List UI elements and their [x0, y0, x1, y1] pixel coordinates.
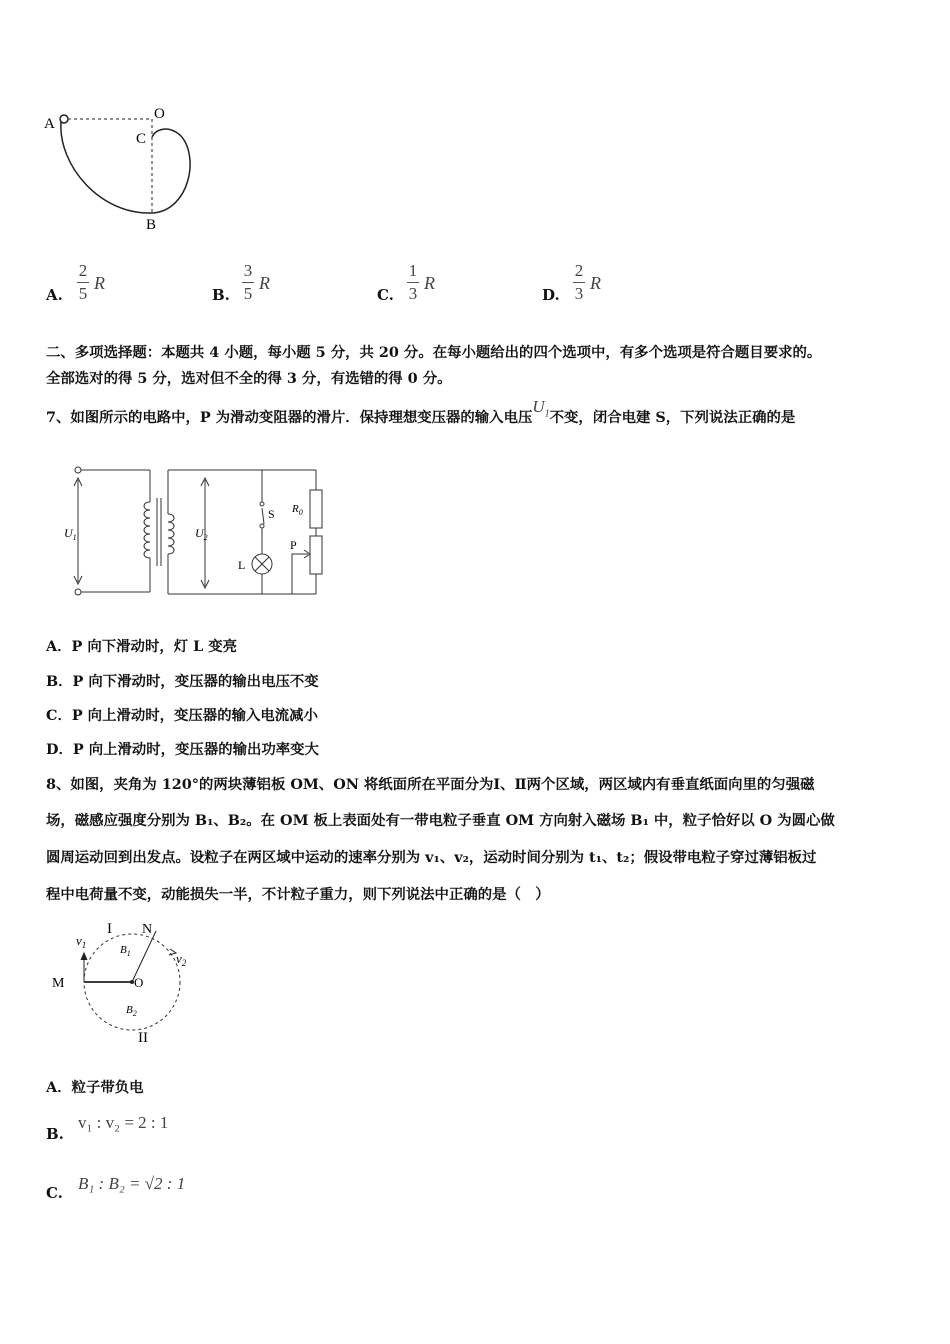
label-b1: [120, 944, 131, 958]
label-m: M: [52, 976, 65, 991]
point-a-circle: [60, 115, 68, 123]
label-n: N: [142, 922, 153, 937]
q6-option-b-var: R: [259, 273, 270, 293]
label-b: B: [146, 217, 157, 233]
u1-main: U: [64, 526, 73, 540]
numerator: 3: [243, 261, 253, 280]
q8-line-2: 场，磁感应强度分别为 B₁、B₂。在 OM 板上表面处有一带电粒子垂直 OM 方向射入磁场 B₁ 中，粒子恰好以 O 为圆心做: [46, 812, 835, 829]
b1-main: B: [120, 944, 127, 956]
label-region-1: I: [107, 921, 112, 937]
v1-arrowhead: [81, 953, 87, 960]
q6-option-c-letter: C.: [377, 286, 394, 304]
section2-line1: 二、多项选择题：本题共 4 小题，每小题 5 分，共 20 分。在每小题给出的四个选项中，有多个选项是符合题目要求的。: [46, 344, 822, 361]
u1-main: U: [532, 397, 545, 416]
denominator: 5: [78, 284, 88, 303]
b2-sub: 2: [132, 1009, 137, 1018]
v1-sub: 1: [81, 940, 87, 950]
label-l: L: [238, 558, 246, 572]
q8-line-3: 圆周运动回到出发点。设粒子在两区域中运动的速率分别为 v₁、v₂，运动时间分别为 t₁、t₂；假设带电粒子穿过薄铝板过: [46, 849, 817, 866]
denominator: 3: [574, 284, 584, 303]
transformer-circuit-figure: [60, 462, 340, 602]
q7-stem: [46, 397, 796, 434]
denominator: 3: [408, 284, 418, 303]
q8-option-c-math: B₁ : B₂ = √2 : 1: [78, 1174, 186, 1193]
label-v2: [176, 951, 187, 968]
q6-option-d-letter: D.: [542, 286, 560, 304]
numerator: 1: [408, 261, 418, 280]
q7-option-c: C．P 向上滑动时，变压器的输入电流减小: [46, 707, 318, 724]
q7-stem-a: 7、如图所示的电路中，P 为滑动变阻器的滑片．保持理想变压器的输入电压: [46, 409, 533, 426]
label-c: C: [136, 131, 147, 147]
v2-main: v: [176, 951, 182, 966]
label-a: A: [44, 116, 55, 132]
numerator: 2: [574, 261, 584, 280]
q8-option-b-letter: B.: [46, 1125, 64, 1143]
q7-option-b: B．P 向下滑动时，变压器的输出电压不变: [46, 673, 319, 690]
switch-s: [262, 508, 264, 524]
u2-sub: 2: [203, 533, 208, 542]
label-v1: [76, 933, 86, 950]
label-region-2: II: [138, 1030, 148, 1046]
label-r0: [291, 503, 303, 517]
q8-option-a: A．粒子带负电: [46, 1079, 144, 1096]
label-s: S: [268, 507, 275, 521]
q6-option-a-var: R: [94, 273, 105, 293]
resistor-r0: [310, 490, 322, 528]
primary-coil: [144, 502, 150, 562]
q6-option-b-fraction: [242, 262, 254, 303]
q6-option-c-fraction: [407, 262, 419, 303]
r0-sub: 0: [298, 508, 303, 517]
primary-terminal-top: [75, 467, 81, 473]
q6-option-a-fraction: [77, 262, 89, 303]
b1-sub: 1: [126, 949, 131, 958]
primary-terminal-bottom: [75, 589, 81, 595]
v1-main: v: [76, 933, 82, 948]
trajectory-curve: [61, 122, 190, 213]
q8-line-1: 8、如图，夹角为 120°的两块薄铝板 OM、ON 将纸面所在平面分为Ⅰ、Ⅱ两个区域，两区域内有垂直纸面向里的匀强磁: [46, 776, 815, 793]
q8-option-b-math: v₁ : v₂ = 2 : 1: [78, 1113, 169, 1132]
v2-sub: 2: [181, 958, 187, 968]
q8-option-c-letter: C.: [46, 1184, 63, 1202]
u1-sub: 1: [544, 408, 550, 420]
label-b2: [126, 1004, 137, 1018]
q8-line-4: 程中电荷量不变，动能损失一半，不计粒子重力，则下列说法中正确的是（ ）: [46, 886, 550, 903]
denominator: 5: [243, 284, 253, 303]
label-o: O: [134, 975, 144, 990]
slider-p-wire: [292, 554, 308, 594]
switch-contact-top: [260, 502, 264, 506]
r0-main: R: [292, 503, 299, 515]
loop-trajectory-figure: [40, 95, 225, 235]
q6-option-c-var: R: [424, 273, 435, 293]
section2-line2: 全部选对的得 5 分，选对但不全的得 3 分，有选错的得 0 分。: [46, 370, 452, 387]
u1-label: [64, 526, 77, 542]
label-o: O: [154, 106, 165, 122]
u2-main: U: [195, 526, 204, 540]
magnetic-field-figure: [46, 915, 206, 1047]
q7-option-d: D．P 向上滑动时，变压器的输出功率变大: [46, 741, 319, 758]
switch-contact-bottom: [260, 524, 264, 528]
q6-option-d-var: R: [590, 273, 601, 293]
q6-option-d-fraction: [573, 262, 585, 303]
q6-option-b-letter: B.: [212, 286, 230, 304]
q7-stem-b: 不变，闭合电建 S，下列说法正确的是: [549, 409, 796, 426]
numerator: 2: [78, 261, 88, 280]
rheostat: [310, 536, 322, 574]
b2-main: B: [126, 1004, 133, 1016]
u1-sub: 1: [72, 533, 77, 542]
secondary-coil: [168, 514, 174, 554]
label-p: P: [290, 538, 297, 552]
u2-label: [195, 526, 208, 542]
q7-option-a: A．P 向下滑动时，灯 L 变亮: [46, 638, 238, 655]
v2-arrowhead: [169, 949, 176, 955]
q7-u1-symbol: [532, 397, 550, 420]
q6-option-a-letter: A.: [46, 286, 63, 304]
